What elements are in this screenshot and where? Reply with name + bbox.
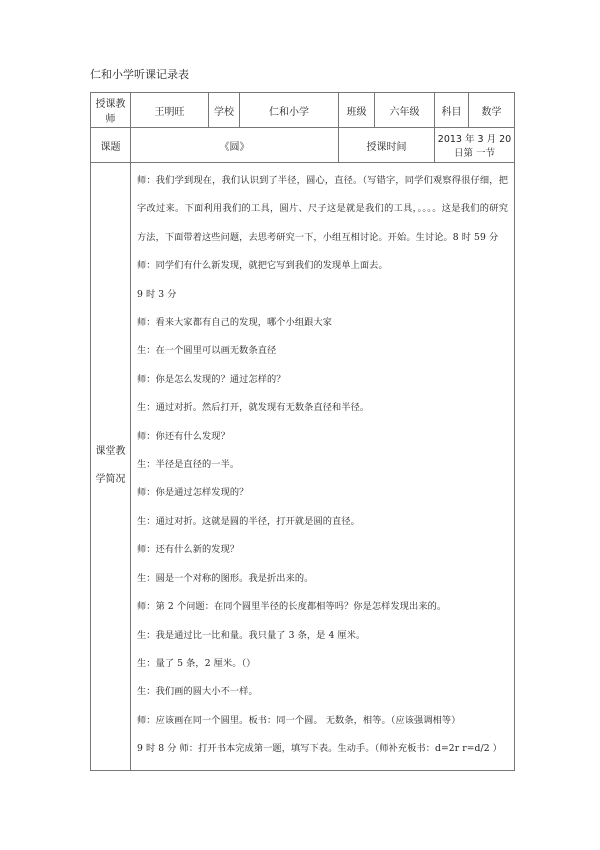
transcript-line: 9 时 8 分 师：打开书本完成第一题，填写下表。生动手。（师补充板书：d=2r r=d/2 ） — [137, 743, 502, 755]
document-title: 仁和小学听课记录表 — [90, 68, 189, 81]
transcript-line: 师：我们学到现在，我们认识到了半径，圆心，直径。（写错字，同学们观察得很仔细，把字改过来。下面利用我们的工具，圆片、尺子这是就是我们的工具，。。。。这是我们的研究方法，下面带着这些问题，去思考研究一下，小组互相讨论。开始。生讨论。8 时 59 分 — [137, 175, 508, 243]
transcript-line: 生：半径是直径的一半。 — [137, 459, 240, 471]
time-label: 授课时间 — [339, 128, 435, 163]
header-row — [91, 93, 515, 128]
topic-value: 《圆》 — [131, 128, 339, 163]
transcript-line: 9 时 3 分 — [137, 288, 177, 300]
transcript-line: 师：第 2 个问题：在同个圆里半径的长度都相等吗？你是怎样发现出来的。 — [137, 601, 447, 613]
lesson-record-table — [90, 92, 515, 771]
transcript-line: 师：你是怎么发现的？通过怎样的？ — [137, 373, 286, 385]
subject-label: 科目 — [435, 93, 469, 128]
transcript-line: 师：你还有什么发现？ — [137, 430, 230, 442]
transcript-line: 生：通过对折。然后打开，就发现有无数条直径和半径。 — [137, 402, 370, 414]
transcript-line: 师：同学们有什么新发现，就把它写到我们的发现单上面去。 — [137, 260, 388, 272]
transcript-line: 生：通过对折。这就是圆的半径，打开就是圆的直径。 — [137, 515, 360, 527]
class-value: 六年级 — [375, 93, 435, 128]
school-value: 仁和小学 — [240, 93, 339, 128]
class-label: 班级 — [339, 93, 375, 128]
transcript-line: 师：应该画在同一个圆里。板书：同一个圆。 无数条，相等。（应该强调相等） — [137, 714, 461, 726]
topic-row — [91, 128, 515, 163]
transcript-line: 生：我们画的圆大小不一样。 — [137, 686, 258, 698]
transcript-line: 师：看来大家都有自己的发现，哪个小组跟大家 — [137, 317, 333, 329]
subject-value: 数学 — [469, 93, 515, 128]
transcript-line: 生：在一个圆里可以画无数条直径 — [137, 345, 277, 357]
summary-label: 课堂教学简况 — [91, 163, 131, 771]
school-label: 学校 — [209, 93, 240, 128]
topic-label: 课题 — [91, 128, 131, 163]
teacher-value: 王明旺 — [131, 93, 209, 128]
teacher-label: 授课教师 — [91, 93, 131, 128]
transcript-line: 生：我是通过比一比和量。我只量了 3 条，是 4 厘米。 — [137, 629, 366, 641]
transcript-line: 师：还有什么新的发现？ — [137, 544, 240, 556]
summary-row — [91, 163, 515, 771]
time-value: 2013 年 3 月 20 日第 一节 — [435, 128, 515, 163]
transcript-line: 师：你是通过怎样发现的？ — [137, 487, 249, 499]
transcript-line: 生：圆是一个对称的图形。我是折出来的。 — [137, 572, 314, 584]
transcript-line: 生：量了 5 条，2 厘米。（） — [137, 657, 256, 669]
summary-content — [131, 163, 515, 771]
